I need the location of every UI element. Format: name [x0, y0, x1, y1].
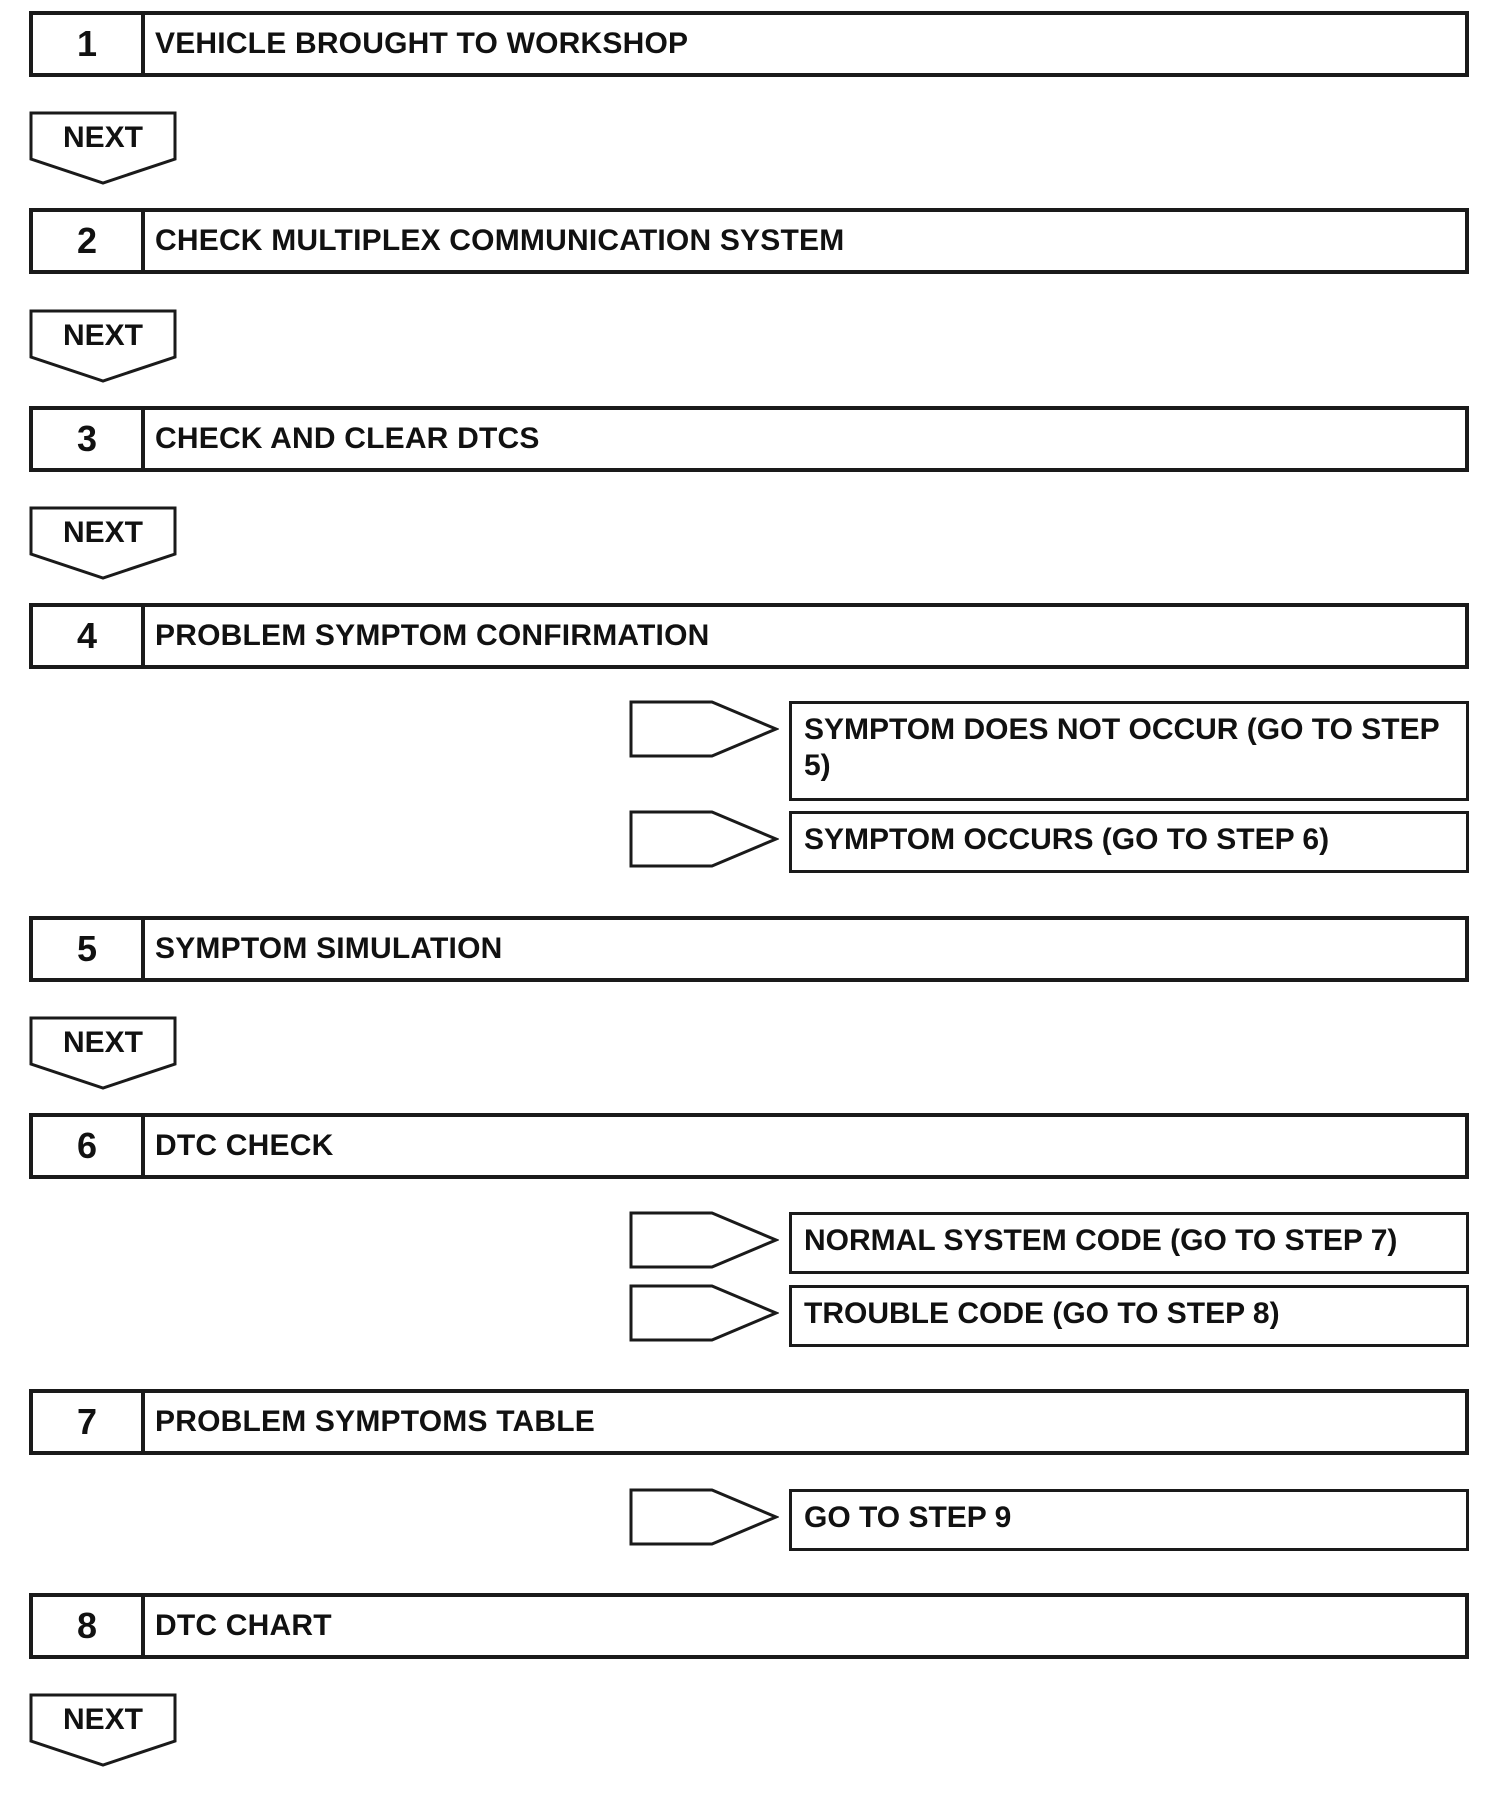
- result-box: GO TO STEP 9: [789, 1489, 1469, 1551]
- step-2-box: [29, 208, 1469, 274]
- result-box: NORMAL SYSTEM CODE (GO TO STEP 7): [789, 1212, 1469, 1274]
- step-7-box: [29, 1389, 1469, 1455]
- step-number: 7: [33, 1393, 145, 1451]
- result-arrow: [629, 810, 779, 868]
- next-arrow: [29, 111, 177, 185]
- step-8-box: [29, 1593, 1469, 1659]
- next-label: NEXT: [62, 1703, 143, 1736]
- step-6-box: [29, 1113, 1469, 1179]
- result-arrow: [629, 1211, 779, 1269]
- result-box: SYMPTOM DOES NOT OCCUR (GO TO STEP 5): [789, 701, 1469, 801]
- step-title: SYMPTOM SIMULATION: [155, 932, 503, 965]
- step-4-box: [29, 603, 1469, 669]
- step-number: 3: [33, 410, 145, 468]
- next-label: NEXT: [62, 319, 143, 352]
- next-arrow: [29, 1016, 177, 1090]
- result-box: SYMPTOM OCCURS (GO TO STEP 6): [789, 811, 1469, 873]
- result-box: TROUBLE CODE (GO TO STEP 8): [789, 1285, 1469, 1347]
- step-title: DTC CHECK: [155, 1129, 334, 1162]
- step-number: 1: [33, 15, 145, 73]
- result-arrow: [629, 1284, 779, 1342]
- next-label: NEXT: [62, 1026, 143, 1059]
- step-number: 2: [33, 212, 145, 270]
- result-arrow: [629, 700, 779, 758]
- step-title: VEHICLE BROUGHT TO WORKSHOP: [155, 27, 689, 60]
- step-3-box: [29, 406, 1469, 472]
- next-arrow: [29, 309, 177, 383]
- step-title: PROBLEM SYMPTOM CONFIRMATION: [155, 619, 710, 652]
- step-title: PROBLEM SYMPTOMS TABLE: [155, 1405, 595, 1438]
- next-label: NEXT: [62, 121, 143, 154]
- step-title: CHECK MULTIPLEX COMMUNICATION SYSTEM: [155, 224, 845, 257]
- step-number: 6: [33, 1117, 145, 1175]
- result-arrow: [629, 1488, 779, 1546]
- step-1-box: [29, 11, 1469, 77]
- next-arrow: [29, 1693, 177, 1767]
- step-number: 8: [33, 1597, 145, 1655]
- step-number: 5: [33, 920, 145, 978]
- step-title: CHECK AND CLEAR DTCS: [155, 422, 540, 455]
- next-label: NEXT: [62, 516, 143, 549]
- next-arrow: [29, 506, 177, 580]
- step-number: 4: [33, 607, 145, 665]
- step-title: DTC CHART: [155, 1609, 332, 1642]
- step-5-box: [29, 916, 1469, 982]
